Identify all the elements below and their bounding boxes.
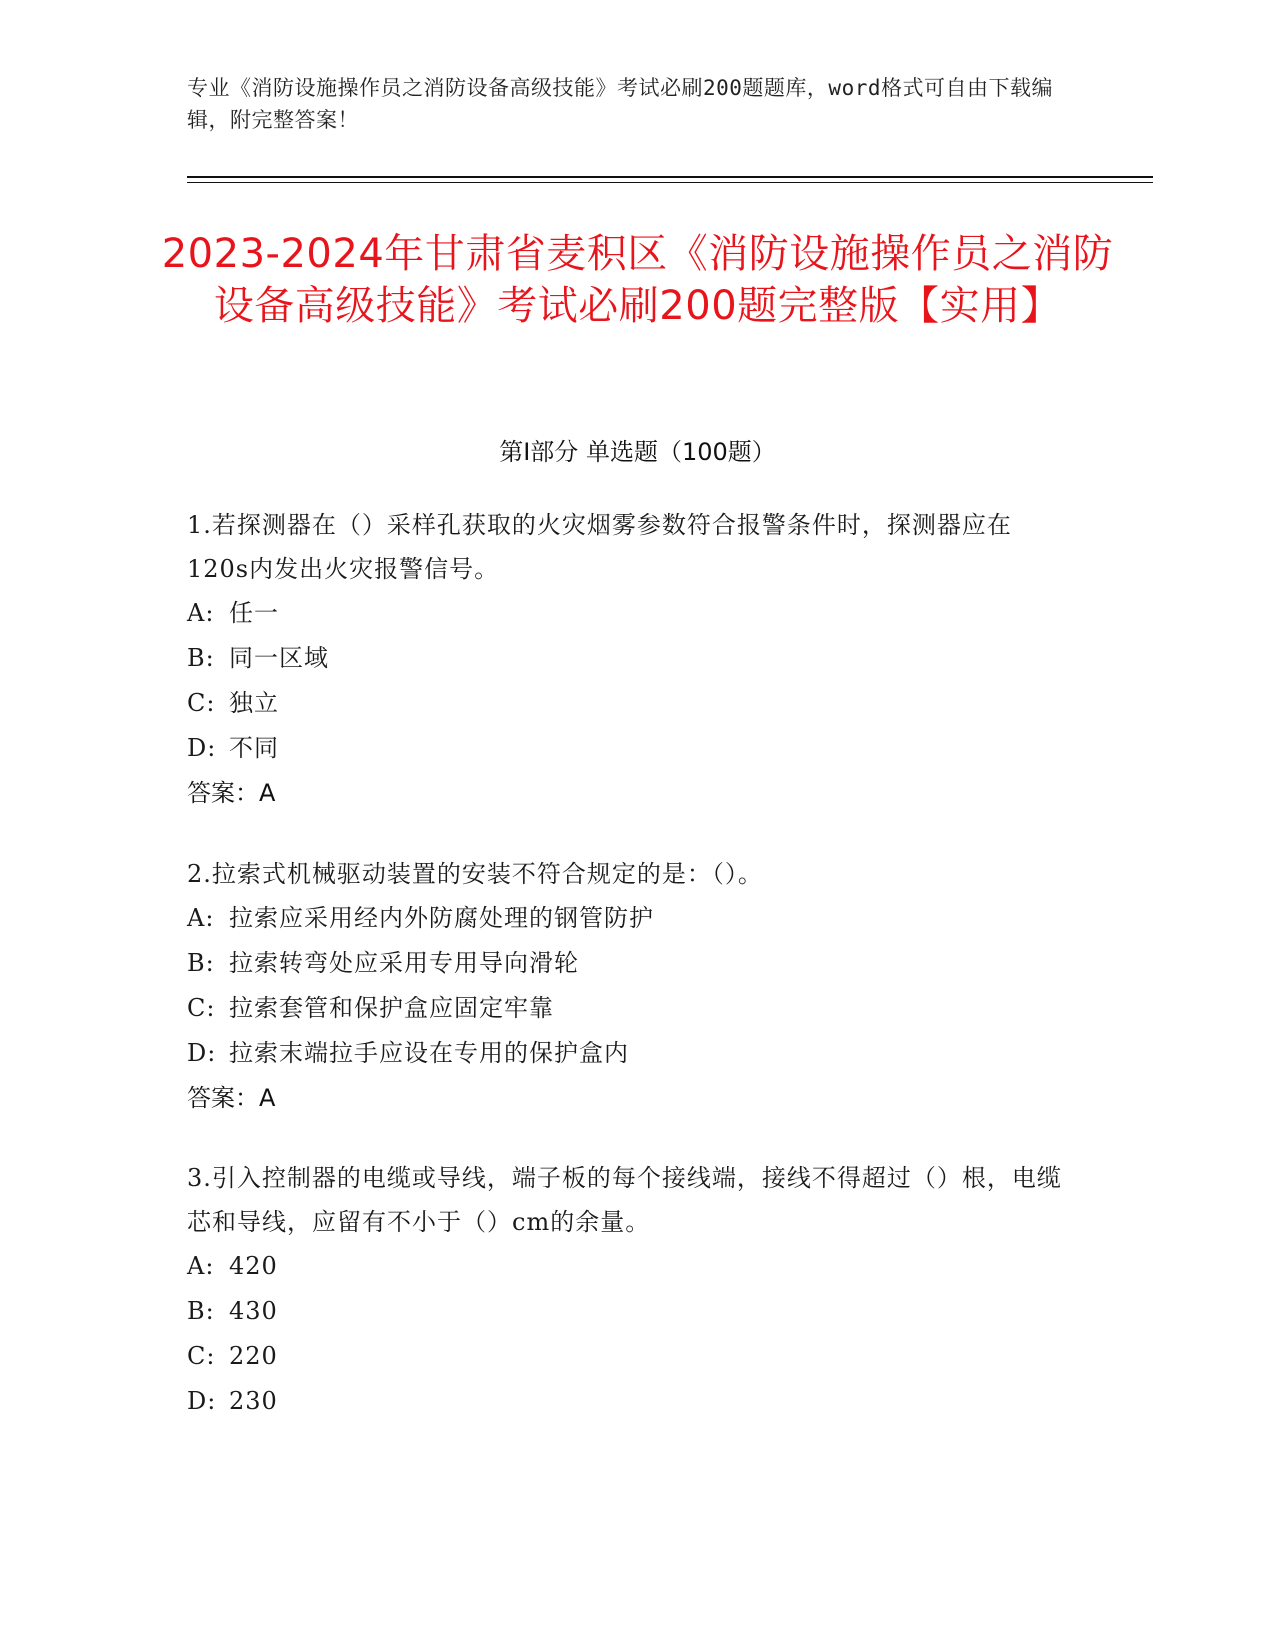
option-text: 220	[229, 1342, 278, 1370]
option-text: 独立	[229, 689, 279, 717]
option-key: D:	[187, 1039, 217, 1067]
header-divider-thick	[187, 176, 1153, 178]
header-divider-thin	[187, 182, 1153, 183]
question-3	[187, 1156, 1067, 1424]
question-stem: 1.若探测器在（）采样孔获取的火灾烟雾参数符合报警条件时，探测器应在120s内发出火灾报警信号。	[187, 511, 1012, 583]
option-text: 430	[229, 1297, 278, 1325]
option-text: 拉索套管和保护盒应固定牢靠	[229, 994, 554, 1022]
question-stem: 2.拉索式机械驱动装置的安装不符合规定的是：（）。	[187, 860, 763, 888]
answer-line: 答案：A	[187, 1084, 276, 1112]
option-text: 拉索应采用经内外防腐处理的钢管防护	[229, 904, 654, 932]
option-key: D:	[187, 1387, 217, 1415]
option-key: C:	[187, 994, 216, 1022]
option-d	[187, 726, 1067, 771]
option-d	[187, 1379, 1067, 1424]
answer-line: 答案：A	[187, 779, 276, 807]
option-b	[187, 941, 1067, 986]
document-title: 2023-2024年甘肃省麦积区《消防设施操作员之消防设备高级技能》考试必刷200题完整版【实用】	[161, 231, 1114, 329]
option-a	[187, 591, 1067, 636]
option-text: 任一	[229, 599, 279, 627]
option-c	[187, 1334, 1067, 1379]
option-b	[187, 1289, 1067, 1334]
option-a	[187, 896, 1067, 941]
option-key: B:	[187, 949, 215, 977]
option-key: A:	[187, 1252, 215, 1280]
question-2	[187, 852, 1067, 1121]
section-heading: 第Ⅰ部分 单选题（100题）	[499, 438, 776, 466]
option-key: B:	[187, 1297, 215, 1325]
option-key: B:	[187, 644, 215, 672]
option-b	[187, 636, 1067, 681]
option-key: A:	[187, 599, 215, 627]
option-key: C:	[187, 689, 216, 717]
option-d	[187, 1031, 1067, 1076]
option-key: C:	[187, 1342, 216, 1370]
question-1	[187, 503, 1067, 816]
question-stem: 3.引入控制器的电缆或导线，端子板的每个接线端，接线不得超过（）根，电缆芯和导线，应留有不小于（）cm的余量。	[187, 1164, 1062, 1236]
option-key: D:	[187, 734, 217, 762]
option-key: A:	[187, 904, 215, 932]
option-text: 230	[229, 1387, 278, 1415]
option-text: 不同	[229, 734, 279, 762]
option-c	[187, 681, 1067, 726]
option-a	[187, 1244, 1067, 1289]
option-text: 420	[229, 1252, 278, 1280]
option-text: 拉索末端拉手应设在专用的保护盒内	[229, 1039, 629, 1067]
header-note: 专业《消防设施操作员之消防设备高级技能》考试必刷200题题库，word格式可自由下载编辑，附完整答案！	[187, 76, 1053, 132]
option-text: 同一区域	[229, 644, 329, 672]
option-text: 拉索转弯处应采用专用导向滑轮	[229, 949, 579, 977]
option-c	[187, 986, 1067, 1031]
